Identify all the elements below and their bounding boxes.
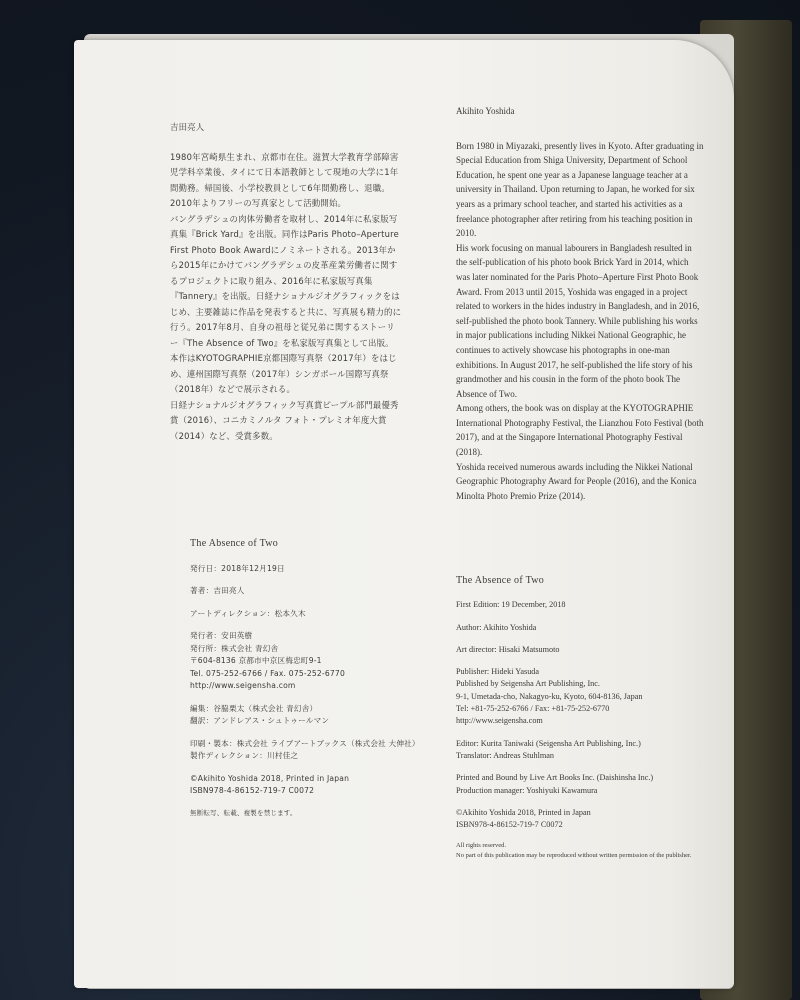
bio-en-paragraph: Born 1980 in Miyazaki, presently lives in Kyoto. After graduating in Special Education from Shiga University, Department of School Education, he spent one year as a Japanese language teacher at a university in Thailand. Upon returning to Japan, he worked for six years as a primary school teacher, and started his activities as a freelance photographer after retiring from his teaching position in 2010. (456, 140, 704, 239)
colophon-en-published-by: Published by Seigensha Art Publishing, Inc. (456, 679, 600, 689)
colophon-ja-tel: Tel. 075-252-6766 / Fax. 075-252-6770 (190, 668, 345, 678)
colophon-en (456, 575, 696, 861)
bio-ja-paragraph: バングラデシュの肉体労働者を取材し、2014年に私家版写真集『Brick Yard』を出版。同作はParis Photo–Aperture First Photo Book Awardにノミネートされる。2013年から2015年にかけてバングラデシュの皮革産業労働者に関するプロジェクトに取り組み、2016年に私家版写真集『Tannery』を出版。日経ナショナルジオグラフィックをはじめ、主要雑誌に作品を発表すると共に、写真展も精力的に行う。2017年8月、自身の祖母と従兄弟に関するストーリー『The Absence of Two』を私家版写真集として出版。 (170, 213, 402, 348)
colophon-en-printed-by: Printed and Bound by Live Art Books Inc. (Daishinsha Inc.) (456, 773, 654, 783)
colophon-ja-publisher-company: 発行所：株式会社 青幻舎 (190, 643, 279, 653)
colophon-ja-date: 発行日：2018年12月19日 (190, 563, 285, 573)
colophon-ja-translator: 翻訳：アンドレアス・シュトゥールマン (190, 716, 330, 725)
bio-ja-paragraph: 本作はKYOTOGRAPHIE京都国際写真祭（2017年）をはじめ、連州国際写真祭（2017年）シンガポール国際写真祭（2018年）などで展示される。 (170, 353, 397, 394)
colophon-en-address: 9-1, Umetada-cho, Nakagyo-ku, Kyoto, 604-8136, Japan (456, 691, 643, 701)
colophon-en-rights: All rights reserved. (456, 842, 507, 850)
colophon-en-url: http://www.seigensha.com (456, 716, 543, 726)
bio-ja-heading: 吉田亮人 (170, 122, 205, 132)
colophon-en-copyright: ©Akihito Yoshida 2018, Printed in Japan (456, 807, 591, 817)
colophon-en-edition: First Edition: 19 December, 2018 (456, 600, 566, 610)
colophon-en-tel: Tel: +81-75-252-6766 / Fax: +81-75-252-6770 (456, 704, 610, 714)
colophon-en-publisher: Publisher: Hideki Yasuda (456, 667, 540, 677)
bio-en-heading: Akihito Yoshida (456, 106, 515, 116)
bio-ja-paragraph: 日経ナショナルジオグラフィック写真賞ピープル部門最優秀賞（2016）、コニカミノルタ フォト・プレミオ年度大賞（2014）など、受賞多数。 (170, 399, 399, 441)
colophon-en-editor: Editor: Kurita Taniwaki (Seigensha Art Publishing, Inc.) (456, 738, 641, 748)
colophon-ja (190, 538, 430, 818)
bio-en (456, 104, 704, 503)
bio-ja-paragraph: 1980年宮崎県生まれ、京都市在住。滋賀大学教育学部障害児学科卒業後、タイにて日本語教師として現地の大学に1年間勤務。帰国後、小学校教員として6年間勤務し、退職。2010年よりフリーの写真家として活動開始。 (170, 151, 399, 208)
colophon-en-art-director: Art director: Hisaki Matsumoto (456, 644, 560, 654)
colophon-ja-copyright: ©Akihito Yoshida 2018, Printed in Japan (190, 773, 350, 783)
bio-en-paragraph: Yoshida received numerous awards including the Nikkei National Geographic Photography Award for People (2016), and the Konica Minolta Photo Premio Prize (2014). (456, 461, 697, 501)
colophon-en-author: Author: Akihito Yoshida (456, 622, 537, 632)
colophon-page (74, 40, 734, 988)
colophon-ja-url: http://www.seigensha.com (190, 681, 296, 690)
bio-en-paragraph: Among others, the book was on display at the KYOTOGRAPHIE International Photography Festival, the Lianzhou Foto Festival (both 2017), and at the Singapore International Photography Festival (2018). (456, 403, 704, 458)
bio-ja (170, 120, 402, 444)
bio-en-paragraph: His work focusing on manual labourers in Bangladesh resulted in the self-publication of his photo book Brick Yard in 2014, which was later nominated for the Paris Photo–Aperture First Photo Book Award. From 2013 until 2015, Yoshida was engaged in a project related to workers in the hides industry in Bangladesh, and in 2016, self-published the photo book Tannery. While publishing his works in major publications including Nikkei National Geographic, he continues to actively showcase his photographs in one-man exhibitions. In August 2017, he self-published the life story of his grandmother and his cousin in the form of the photo book The Absence of Two. (456, 242, 700, 399)
colophon-ja-art-direction: アートディレクション：松本久木 (190, 608, 306, 618)
colophon-ja-editor: 編集：谷脇栗太（株式会社 青幻舎） (190, 703, 318, 713)
colophon-en-title: The Absence of Two (456, 575, 545, 586)
colophon-en-isbn: ISBN978-4-86152-719-7 C0072 (456, 820, 563, 830)
colophon-ja-notice: 無断転写、転載、複製を禁じます。 (190, 808, 297, 817)
colophon-ja-production: 製作ディレクション：川村佳之 (190, 751, 299, 760)
colophon-ja-address: 〒604-8136 京都市中京区梅忠町9-1 (190, 656, 322, 665)
colophon-ja-printing: 印刷・製本：株式会社 ライブアートブックス（株式会社 大伸社） (190, 738, 420, 748)
colophon-ja-isbn: ISBN978-4-86152-719-7 C0072 (190, 786, 315, 795)
colophon-en-translator: Translator: Andreas Stuhlman (456, 750, 554, 760)
colophon-en-notice: No part of this publication may be reproduced without written permission of the publisher. (456, 852, 692, 860)
colophon-ja-title: The Absence of Two (190, 538, 279, 549)
colophon-ja-author: 著者：吉田亮人 (190, 586, 245, 595)
colophon-ja-publisher-person: 発行者：安田英樹 (190, 631, 253, 640)
colophon-en-production-manager: Production manager: Yoshiyuki Kawamura (456, 785, 598, 795)
